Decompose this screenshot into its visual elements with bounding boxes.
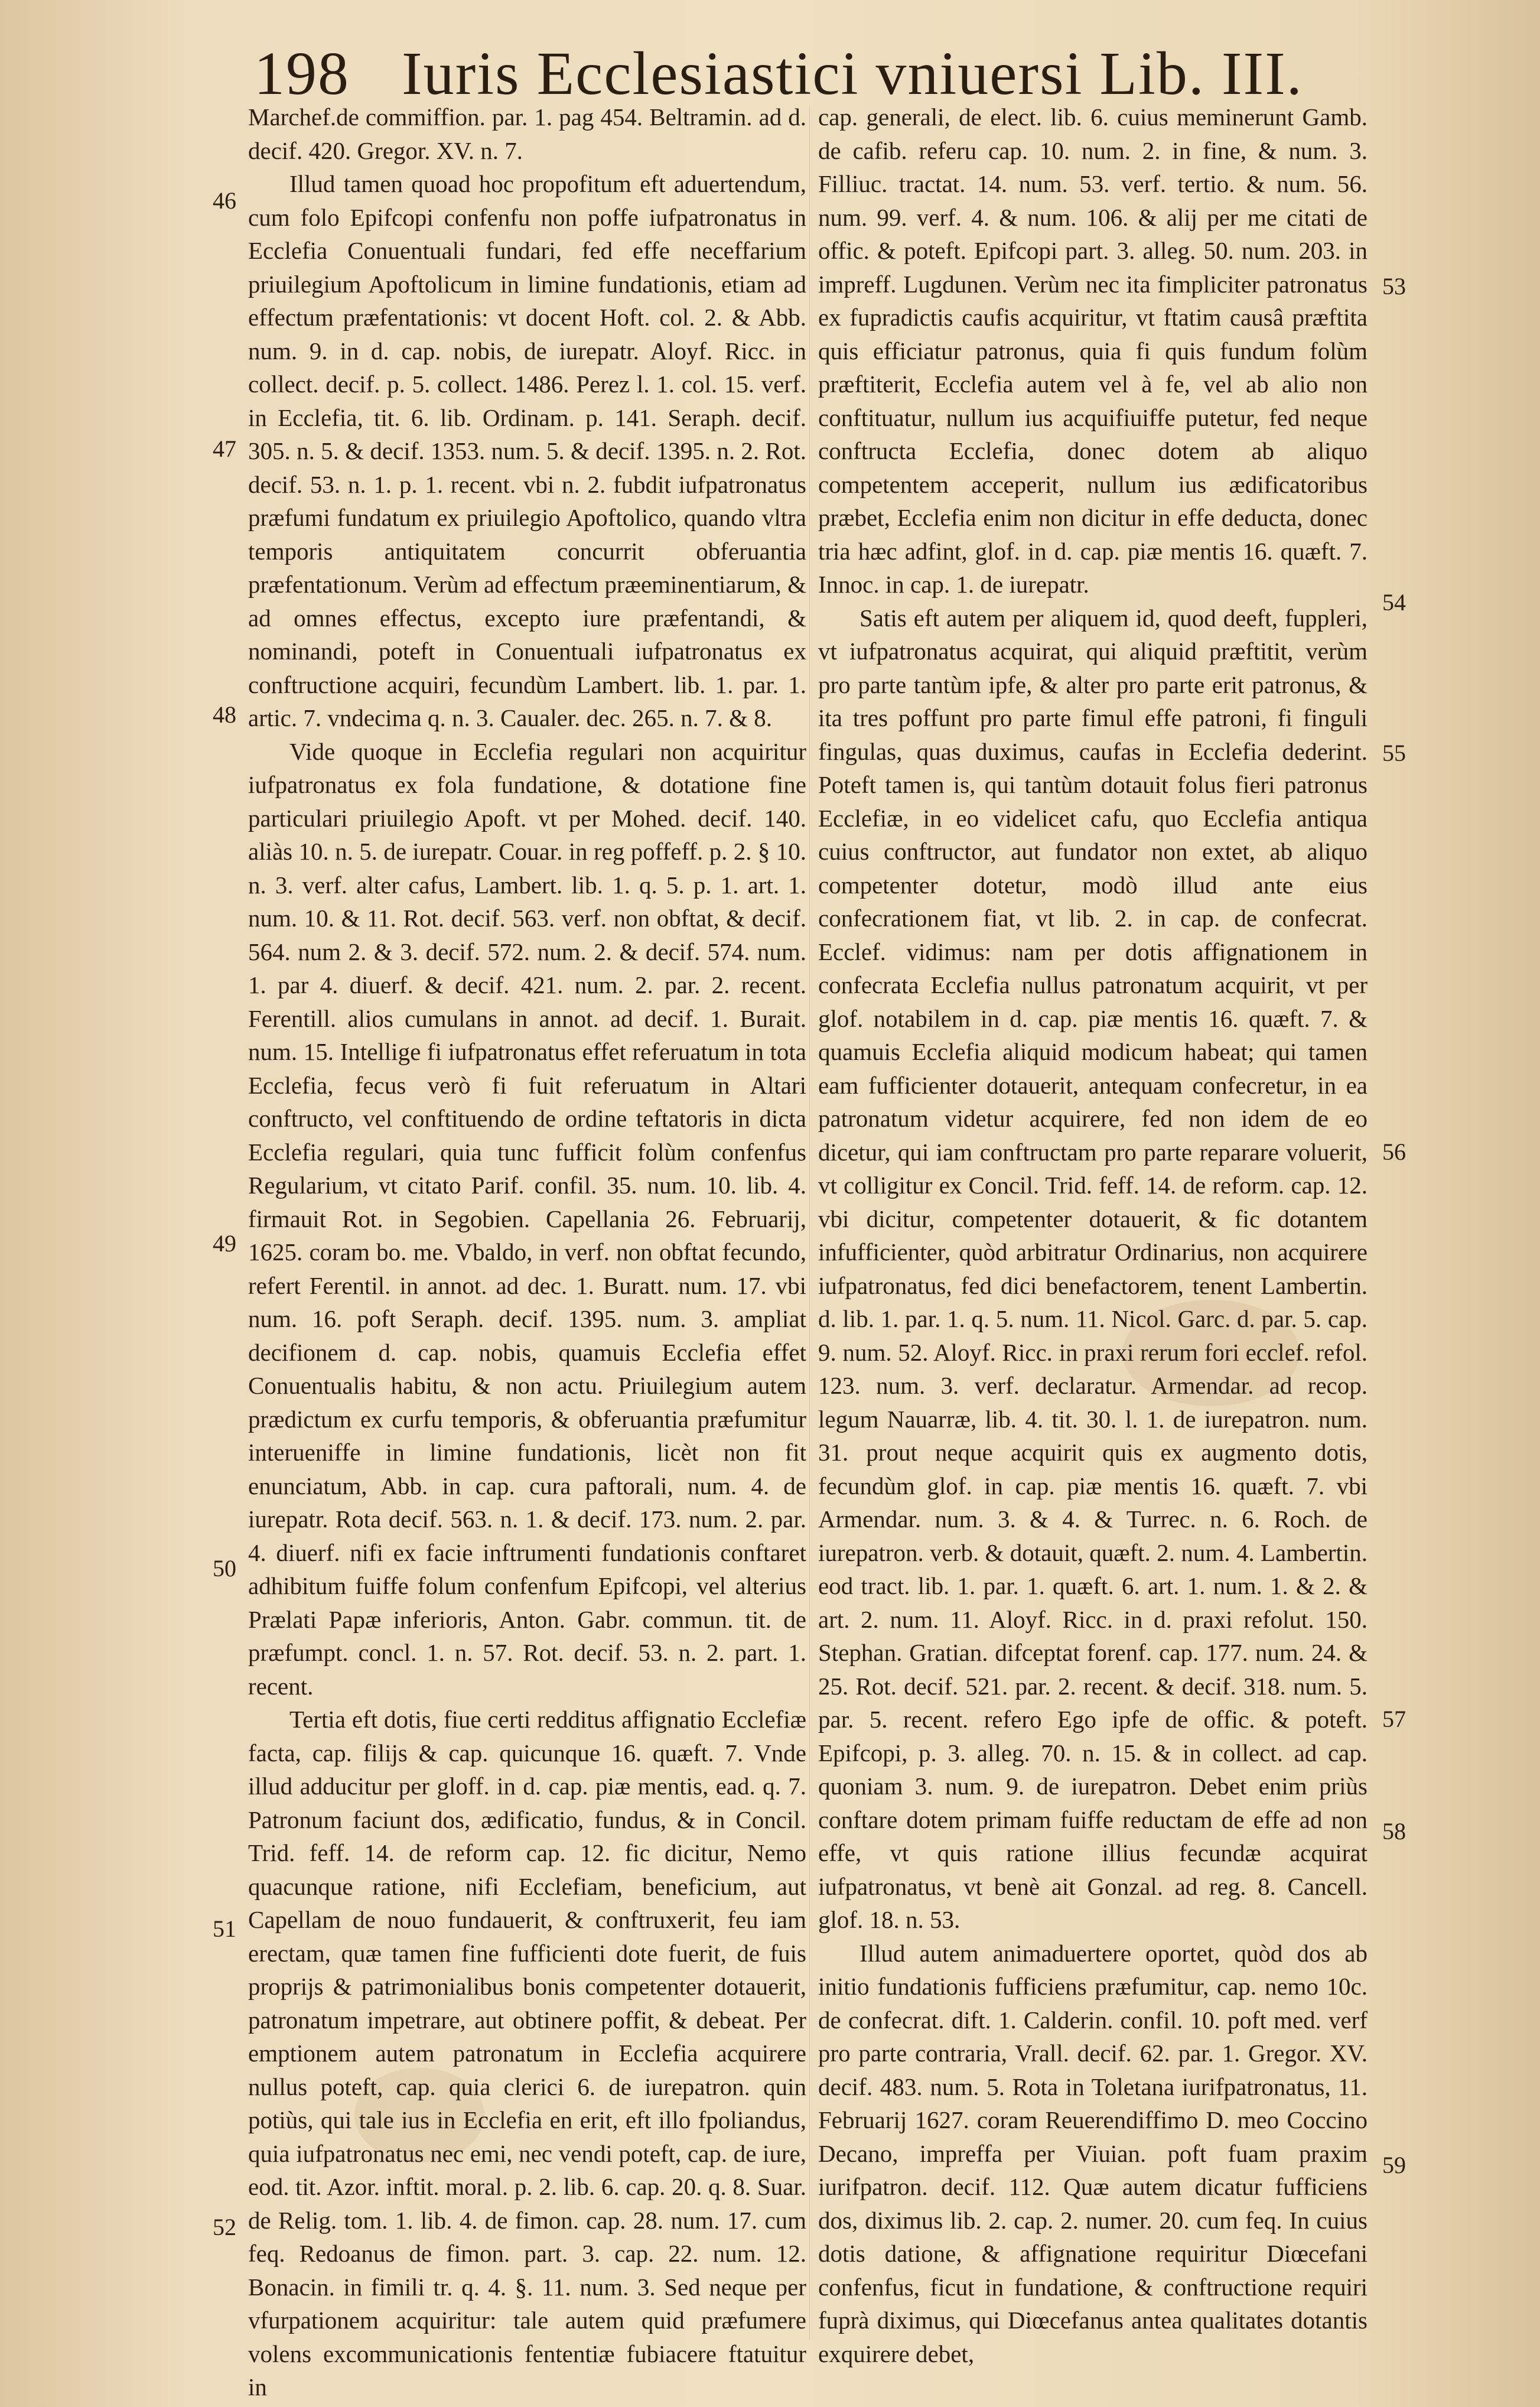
paragraph: Vide quoque in Ecclefia regulari non acquiritur iufpatronatus ex fola fundatione, & dotatione fine particulari priuilegio Apoft. vt per Mohed. decif. 140. aliàs 10. n. 5. de iurepatr. Couar. in reg poffeff. p. 2. § 10. n. 3. verf. alter cafus, Lambert. lib. 1. q. 5. p. 1. art. 1. num. 10. & 11. Rot. decif. 563. verf. non obftat, & decif. 564. num 2. & 3. decif. 572. num. 2. & decif. 574. num. 1. par 4. diuerf. & decif. 421. num. 2. par. 2. recent. Ferentill. alios cumulans in annot. ad decif. 1. Burait. num. 15. Intellige fi iufpatronatus effet referuatum in tota Ecclefia, fecus verò fi fuit referuatum in Altari conftructo, vel conftituendo de ordine teftatoris in dicta Ecclefia regulari, quia tunc fufficit folùm confenfus Regularium, vt citato Parif. confil. 35. num. 10. lib. 4. firmauit Rot. in Segobien. Capellania 26. Februarij, 1625. coram bo. me. Vbaldo, in verf. non obftat fecundo, refert Ferentil. in annot. ad dec. 1. Buratt. num. 17. vbi num. 16. poft Seraph. decif. 1395. num. 3. ampliat decifionem d. cap. nobis, quamuis Ecclefia effet Conuentualis habitu, & non actu. Priuilegium autem prædictum ex curfu temporis, & obferuantia præfumitur interueniffe in limine fundationis, licèt non fit enunciatum, Abb. in cap. cura paftorali, num. 4. de iurepatr. Rota decif. 563. n. 1. & decif. 173. num. 2. par. 4. diuerf. nifi ex facie inftrumenti fundationis conftaret adhibitum fuiffe folum confenfum Epifcopi, vel alterius Prælati Papæ inferioris, Anton. Gabr. commun. tit. de præfumpt. concl. 1. n. 57. Rot. decif. 53. n. 2. part. 1. recent.: [248, 737, 806, 1700]
margin-number: 57: [1382, 1706, 1406, 1732]
margin-number: 56: [1382, 1139, 1406, 1165]
margin-number: 47: [213, 435, 236, 462]
margin-number: 54: [1382, 589, 1406, 616]
paragraph: Marchef.de commiffion. par. 1. pag 454. Beltramin. ad d. decif. 420. Gregor. XV. n. 7.: [248, 103, 806, 164]
margin-number: 55: [1382, 740, 1406, 766]
margin-number: 58: [1382, 1818, 1406, 1845]
margin-number: 51: [213, 1915, 236, 1942]
paragraph: Illud tamen quoad hoc propofitum eft aduertendum, cum folo Epifcopi confenfu non poffe iufpatronatus in Ecclefia Conuentuali fundari, fed effe neceffarium priuilegium Apoftolicum in limine fundationis, etiam ad effectum præfentationis: vt docent Hoft. col. 2. & Abb. num. 9. in d. cap. nobis, de iurepatr. Aloyf. Ricc. in collect. decif. p. 5. collect. 1486. Perez l. 1. col. 15. verf. in Ecclefia, tit. 6. lib. Ordinam. p. 141. Seraph. decif. 305. n. 5. & decif. 1353. num. 5. & decif. 1395. n. 2. Rot. decif. 53. n. 1. p. 1. recent. vbi n. 2. fubdit iufpatronatus præfumi fundatum ex priuilegio Apoftolico, quando vltra temporis antiquitatem concurrit obferuantia præfentationum. Verùm ad effectum præeminentiarum, & ad omnes effectus, excepto iure præfentandi, & nominandi, poteft in Conuentuali iufpatronatus ex conftructione acquiri, fecundùm Lambert. lib. 1. par. 1. artic. 7. vndecima q. n. 3. Caualer. dec. 265. n. 7. & 8.: [248, 170, 806, 731]
margin-number: 46: [213, 187, 236, 214]
margin-number: 48: [213, 701, 236, 728]
margin-number: 52: [213, 2214, 236, 2240]
running-title: Iuris Ecclesiastici vniuersi Lib. III.: [402, 40, 1303, 108]
right-column: [818, 100, 1368, 2367]
paragraph: Satis eft autem per aliquem id, quod deeft, fuppleri, vt iufpatronatus acquirat, qui aliquid præftitit, verùm pro parte tantùm ipfe, & alter pro parte erit patronus, & ita tres poffunt pro parte fimul effe patroni, fi finguli fingulas, quas duximus, caufas in Ecclefia dederint. Poteft tamen is, qui tantùm dotauit folus fieri patronus Ecclefiæ, in eo videlicet cafu, quo Ecclefia antiqua cuius conftructor, aut fundator non extet, ab aliquo competenter dotetur, modò illud ante eius confecrationem fiat, vt lib. 2. in cap. de confecrat. Ecclef. vidimus: nam per dotis affignationem in confecrata Ecclefia nullus patronatum acquirit, vt per glof. notabilem in d. cap. piæ mentis 16. quæft. 7. & quamuis Ecclefia aliquid modicum habeat; qui tamen eam fufficienter dotauerit, antequam confecretur, in ea patronatum videtur acquirere, fed non idem de eo dicetur, qui iam conftructam pro parte reparare voluerit, vt colligitur ex Concil. Trid. feff. 14. de reform. cap. 12. vbi dicitur, competenter dotauerit, & fic dotantem infufficienter, quòd arbitratur Ordinarius, non acquirere iufpatronatus, fed dici benefactorem, tenent Lambertin. d. lib. 1. par. 1. q. 5. num. 11. Nicol. Garc. d. par. 5. cap. 9. num. 52. Aloyf. Ricc. in praxi rerum fori ecclef. refol. 123. num. 3. verf. declaratur. Armendar. ad recop. legum Nauarræ, lib. 4. tit. 30. l. 1. de iurepatron. num. 31. prout neque acquirit quis ex augmento dotis, fecundùm glof. in cap. piæ mentis 16. quæft. 7. vbi Armendar. num. 3. & 4. & Turrec. n. 6. Roch. de iurepatron. verb. & dotauit, quæft. 2. num. 4. Lambertin. eod tract. lib. 1. par. 1. quæft. 6. art. 1. num. 1. & 2. & art. 2. num. 11. Aloyf. Ricc. in d. praxi refolut. 150. Stephan. Gratian. difceptat forenf. cap. 177. num. 24. & 25. Rot. decif. 521. par. 2. recent. & decif. 318. num. 5. par. 5. recent. refero Ego ipfe de offic. & poteft. Epifcopi, p. 3. alleg. 70. n. 15. & in collect. ad cap. quoniam 3. num. 9. de iurepatron. Debet enim priùs conftare dotem primam fuiffe reductam de effe ad non effe, vt quis ratione illius fecundæ acquirat iufpatronatus, vt benè ait Gonzal. ad reg. 8. Cancell. glof. 18. n. 53.: [818, 604, 1368, 1933]
column-divider: [809, 106, 810, 2340]
margin-number: 53: [1382, 273, 1406, 300]
paragraph: cap. generali, de elect. lib. 6. cuius meminerunt Gamb. de cafib. referu cap. 10. num. 2. in fine, & num. 3. Filliuc. tractat. 14. num. 53. verf. tertio. & num. 56. num. 99. verf. 4. & num. 106. & alij per me citati de offic. & poteft. Epifcopi part. 3. alleg. 50. num. 203. in impreff. Lugdunen. Verùm nec ita fimpliciter patronatus ex fupradictis caufis acquiritur, vt ftatim causâ præftita quis efficiatur patronus, quia fi quis fundum folùm præftiterit, Ecclefia autem vel à fe, vel ab alio non conftituatur, nullum ius acquifiuiffe putetur, fed neque conftructa Ecclefia, donec dotem ab aliquo competentem acceperit, nullum ius ædificatoribus præbet, Ecclefia enim non dicitur in effe deducta, donec tria hæc adfint, glof. in d. cap. piæ mentis 16. quæft. 7. Innoc. in cap. 1. de iurepatr.: [818, 103, 1368, 598]
margin-number: 50: [213, 1555, 236, 1582]
paragraph: Tertia eft dotis, fiue certi redditus affignatio Ecclefiæ facta, cap. filijs & cap. quicunque 16. quæft. 7. Vnde illud adducitur per gloff. in d. cap. piæ mentis, ead. q. 7. Patronum faciunt dos, ædificatio, fundus, & in Concil. Trid. feff. 14. de reform cap. 12. fic dicitur, Nemo quacunque ratione, nifi Ecclefiam, beneficium, aut Capellam de nouo fundauerit, & conftruxerit, feu iam erectam, quæ tamen fine fufficienti dote fuerit, de fuis proprijs & patrimonialibus bonis competenter dotauerit, patronatum impetrare, aut obtinere poffit, & debeat. Per emptionem autem patronatum in Ecclefia acquirere nullus poteft, cap. quia clerici 6. de iurepatron. quin potiùs, qui tale ius in Ecclefia en erit, eft illo fpoliandus, quia iufpatronatus nec emi, nec vendi poteft, cap. de iure, eod. tit. Azor. inftit. moral. p. 2. lib. 6. cap. 20. q. 8. Suar. de Relig. tom. 1. lib. 4. de fimon. cap. 28. num. 17. cum feq. Redoanus de fimon. part. 3. cap. 22. num. 12. Bonacin. in fimili tr. q. 4. §. 11. num. 3. Sed neque per vfurpationem acquiritur: tale autem quid præfumere volens excommunicationis fententiæ fubiacere ftatuitur in: [248, 1706, 806, 2401]
margin-number: 59: [1382, 2152, 1406, 2178]
page-number: 198: [254, 40, 350, 108]
paragraph: Illud autem animaduertere oportet, quòd dos ab initio fundationis fufficiens præfumitur, cap. nemo 10c. de confecrat. dift. 1. Calderin. confil. 10. poft med. verf pro parte contraria, Vrall. decif. 62. par. 1. Gregor. XV. decif. 483. num. 5. Rota in Toletana iurifpatronatus, 11. Februarij 1627. coram Reuerendiffimo D. meo Coccino Decano, impreffa per Viuian. poft fuam praxim iurifpatron. decif. 112. Quæ autem dicatur fufficiens dos, diximus lib. 2. cap. 2. numer. 20. cum feq. In cuius dotis datione, & affignatione requiritur Diœcefani confenfus, ficut in fundatione, & conftructione requiri fuprà diximus, qui Diœcefanus antea qualitates dotantis exquirere debet,: [818, 1939, 1368, 2367]
margin-number: 49: [213, 1230, 236, 1257]
left-column: [248, 100, 806, 2401]
